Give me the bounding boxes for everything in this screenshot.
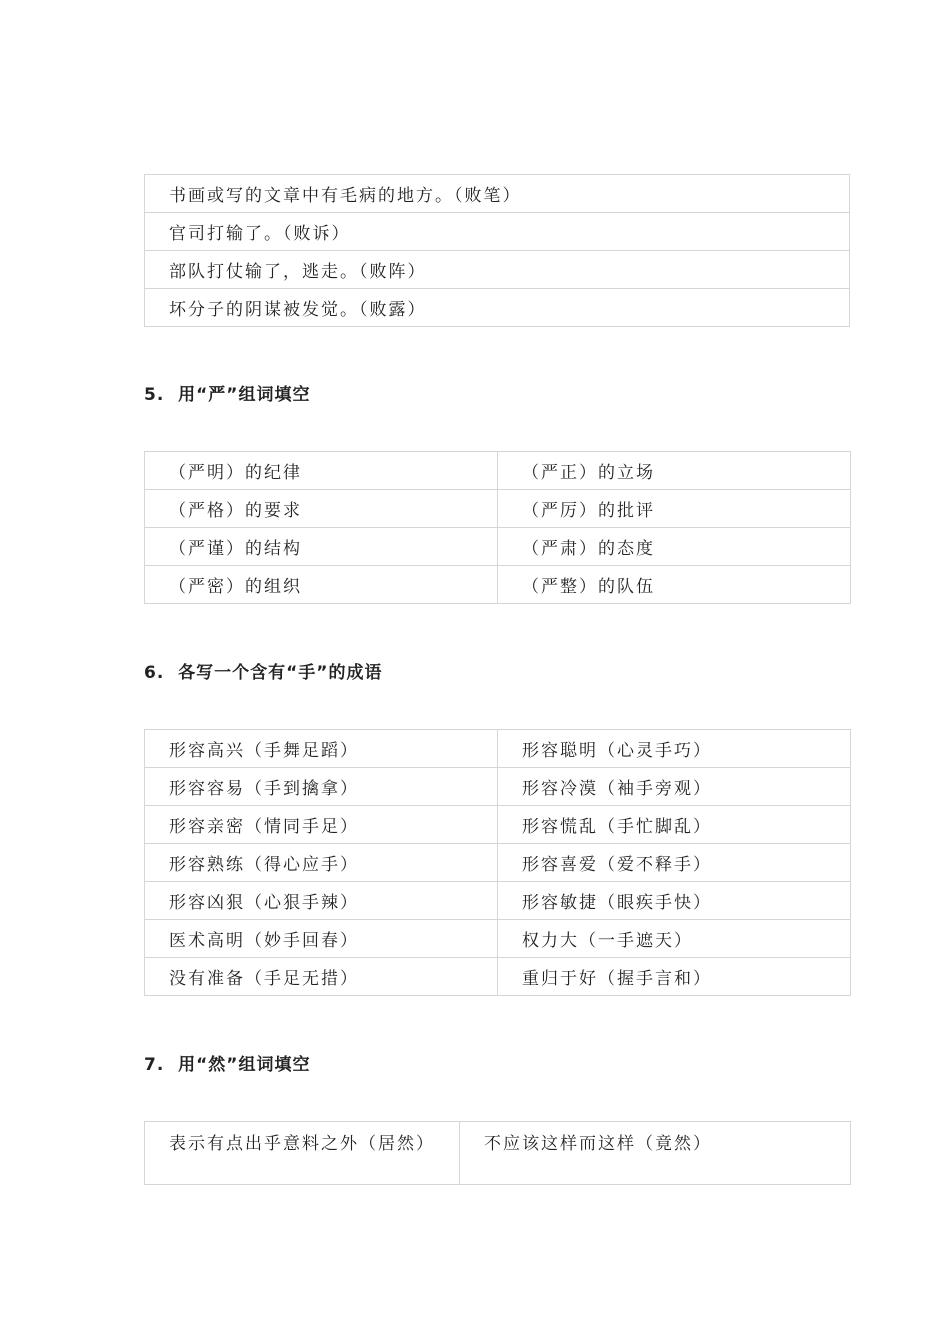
table-row	[145, 730, 851, 768]
table-cell: 形容亲密（情同手足）	[145, 806, 498, 844]
table-cell: （严格）的要求	[145, 490, 498, 528]
table-cell: （严厉）的批评	[498, 490, 851, 528]
table-cell: 表示有点出乎意料之外（居然）	[145, 1122, 460, 1185]
table-row	[145, 920, 851, 958]
table-cell: 坏分子的阴谋被发觉。（败露）	[145, 289, 850, 327]
table-row	[145, 251, 850, 289]
table-row	[145, 452, 851, 490]
table-cell: 形容聪明（心灵手巧）	[498, 730, 851, 768]
table-row	[145, 566, 851, 604]
definitions-table	[144, 174, 850, 327]
section-6-table	[144, 729, 851, 996]
table-cell: （严密）的组织	[145, 566, 498, 604]
table-cell: 形容熟练（得心应手）	[145, 844, 498, 882]
table-cell: （严肃）的态度	[498, 528, 851, 566]
section-7-table	[144, 1121, 851, 1185]
table-row	[145, 958, 851, 996]
table-row	[145, 882, 851, 920]
section-5-table	[144, 451, 851, 604]
table-cell: 医术高明（妙手回春）	[145, 920, 498, 958]
table-row	[145, 213, 850, 251]
table-cell: 形容冷漠（袖手旁观）	[498, 768, 851, 806]
table-row	[145, 1122, 851, 1185]
table-row	[145, 528, 851, 566]
table-cell: 形容高兴（手舞足蹈）	[145, 730, 498, 768]
table-cell: 书画或写的文章中有毛病的地方。（败笔）	[145, 175, 850, 213]
table-cell: 形容凶狠（心狠手辣）	[145, 882, 498, 920]
table-row	[145, 289, 850, 327]
table-cell: （严正）的立场	[498, 452, 851, 490]
section-5-heading: 5. 用“严”组词填空	[144, 385, 311, 405]
table-cell: 形容慌乱（手忙脚乱）	[498, 806, 851, 844]
table-cell: 形容喜爱（爱不释手）	[498, 844, 851, 882]
table-cell: 权力大（一手遮天）	[498, 920, 851, 958]
table-row	[145, 490, 851, 528]
section-7-heading: 7. 用“然”组词填空	[144, 1055, 311, 1075]
table-cell: （严谨）的结构	[145, 528, 498, 566]
section-6-heading: 6. 各写一个含有“手”的成语	[144, 663, 383, 683]
table-row	[145, 175, 850, 213]
table-row	[145, 844, 851, 882]
table-cell: （严明）的纪律	[145, 452, 498, 490]
table-cell: 不应该这样而这样（竟然）	[460, 1122, 851, 1185]
table-cell: 形容容易（手到擒拿）	[145, 768, 498, 806]
table-cell: 重归于好（握手言和）	[498, 958, 851, 996]
table-cell: 部队打仗输了，逃走。（败阵）	[145, 251, 850, 289]
table-cell: 官司打输了。（败诉）	[145, 213, 850, 251]
table-cell: 形容敏捷（眼疾手快）	[498, 882, 851, 920]
table-row	[145, 806, 851, 844]
table-cell: 没有准备（手足无措）	[145, 958, 498, 996]
table-row	[145, 768, 851, 806]
table-cell: （严整）的队伍	[498, 566, 851, 604]
